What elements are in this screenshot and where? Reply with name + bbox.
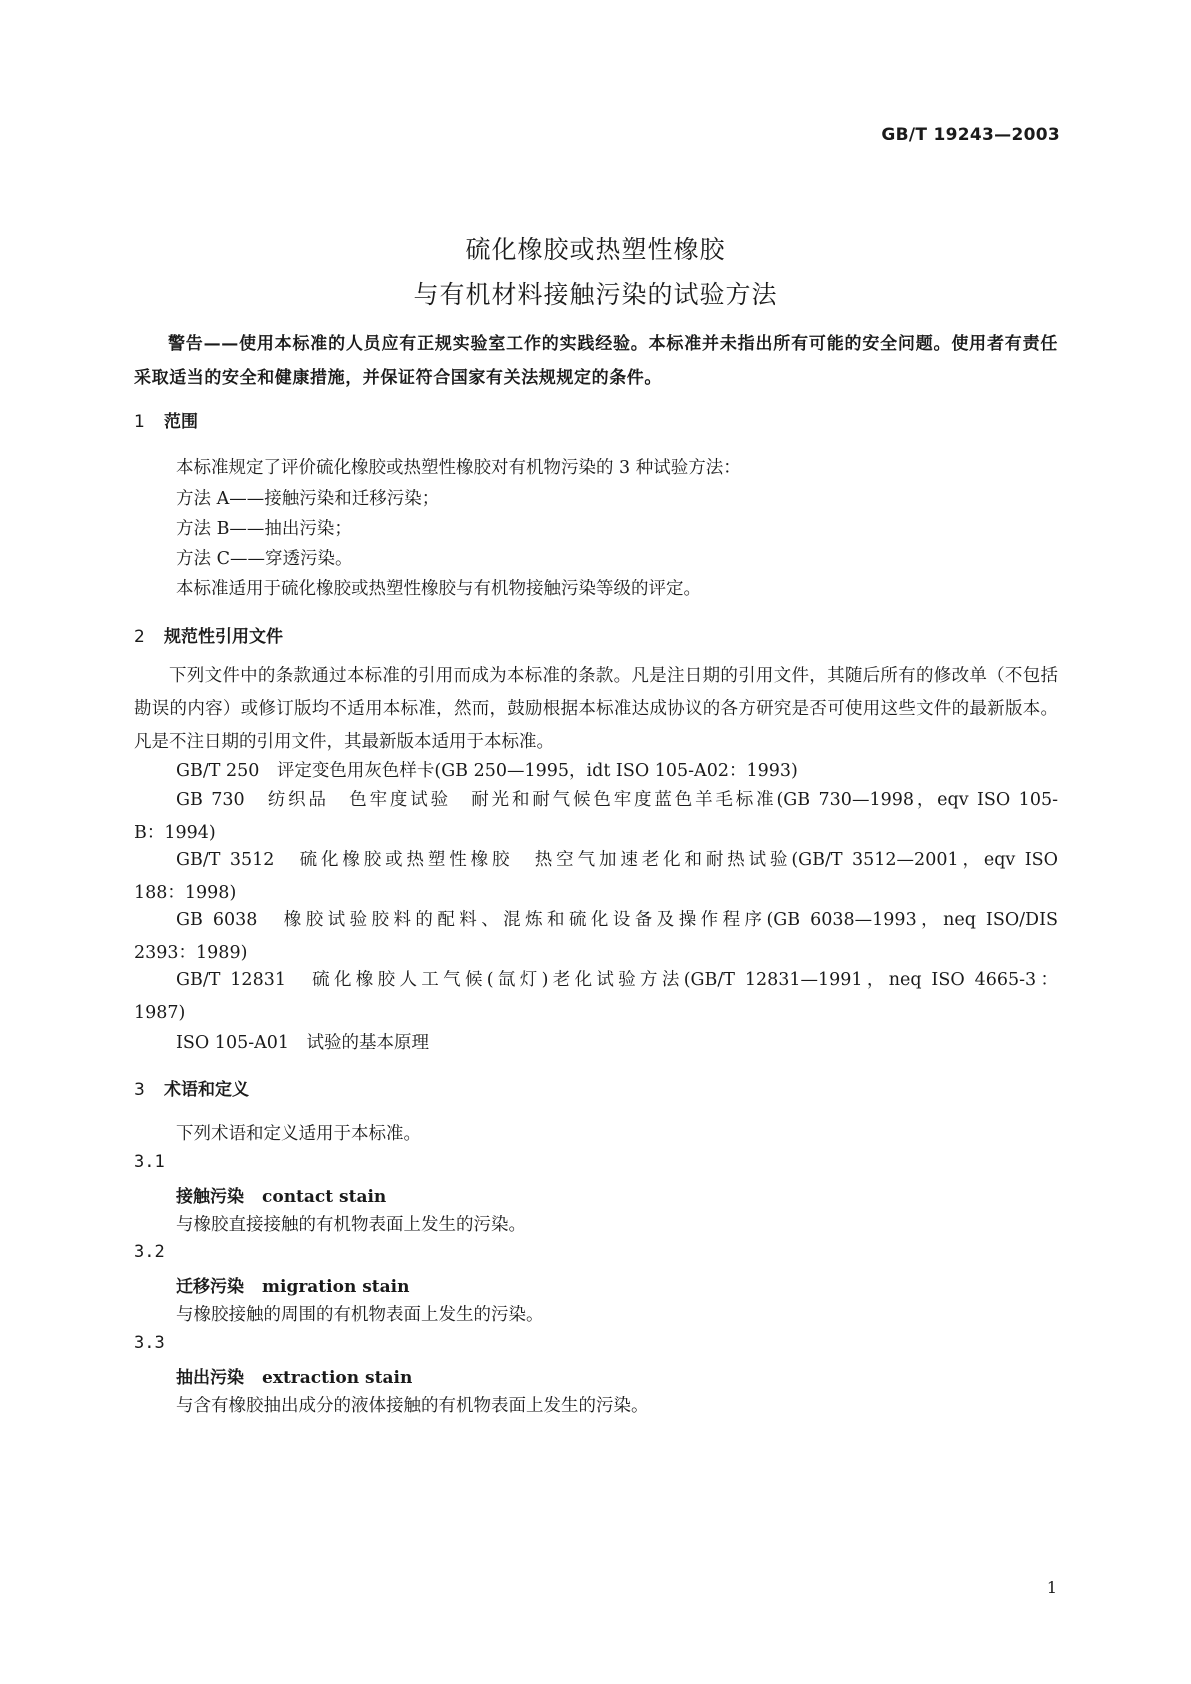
term-number: 3.1 [134,1152,165,1172]
reference-line: 1987) [134,1003,186,1023]
reference-line: 188：1998) [134,883,237,903]
section-title: 范围 [164,412,198,432]
section-number: 3 [134,1080,145,1100]
terms-intro: 下列术语和定义适用于本标准。 [176,1124,421,1144]
reference-line: GB/T 12831 硫化橡胶人工气候(氙灯)老化试验方法(GB/T 12831—1991，neq ISO 4665-3： [176,970,1058,990]
standard-number: GB/T 19243—2003 [881,125,1060,145]
safety-warning: 警告——使用本标准的人员应有正规实验室工作的实践经验。本标准并未指出所有可能的安全问题。使用者有责任采取适当的安全和健康措施，并保证符合国家有关法规规定的条件。 [134,334,1058,388]
reference-line: GB 6038 橡胶试验胶料的配料、混炼和硫化设备及操作程序(GB 6038—1993，neq ISO/DIS [176,910,1058,930]
reference-line: B：1994) [134,823,216,843]
reference-iso-105-a01: ISO 105-A01 试验的基本原理 [176,1033,430,1053]
section-1-heading [134,407,198,432]
term-number: 3.3 [134,1333,165,1353]
reference-line: 2393：1989) [134,943,248,963]
page-number: 1 [1046,1578,1057,1597]
term-zh: 接触污染 [176,1187,244,1207]
reference-line: GB/T 3512 硫化橡胶或热塑性橡胶 热空气加速老化和耐热试验(GB/T 3512—2001，eqv ISO [176,850,1058,870]
reference-gb-6038 [134,904,1058,970]
normative-references-intro: 下列文件中的条款通过本标准的引用而成为本标准的条款。凡是注日期的引用文件，其随后所有的修改单（不包括勘误的内容）或修订版均不适用本标准，然而，鼓励根据本标准达成协议的各方研究是否可使用这些文件的最新版本。凡是不注日期的引用文件，其最新版本适用于本标准。 [134,666,1058,752]
reference-gbt-12831 [134,964,1058,1030]
term-entry [176,1182,386,1207]
section-3-heading [134,1075,249,1100]
reference-line: GB 730 纺织品 色牢度试验 耐光和耐气候色牢度蓝色羊毛标准(GB 730—1998，eqv ISO 105- [176,790,1058,810]
term-entry [176,1272,410,1297]
term-definition: 与橡胶接触的周围的有机物表面上发生的污染。 [176,1305,544,1325]
term-number: 3.2 [134,1242,165,1262]
section-number: 2 [134,627,145,647]
method-b: 方法 B——抽出污染； [176,519,352,539]
document-title-line-2: 与有机材料接触污染的试验方法 [413,280,778,309]
scope-applicability: 本标准适用于硫化橡胶或热塑性橡胶与有机物接触污染等级的评定。 [176,579,701,599]
term-definition: 与含有橡胶抽出成分的液体接触的有机物表面上发生的污染。 [176,1396,649,1416]
term-zh: 抽出污染 [176,1368,244,1388]
section-title: 术语和定义 [164,1080,249,1100]
method-c: 方法 C——穿透污染。 [176,549,353,569]
reference-gbt-250: GB/T 250 评定变色用灰色样卡(GB 250—1995，idt ISO 105-A02：1993) [176,761,798,781]
term-entry [176,1363,412,1388]
section-2-heading [134,622,283,647]
reference-gbt-3512 [134,844,1058,910]
section-title: 规范性引用文件 [164,627,283,647]
term-en: extraction stain [262,1368,413,1388]
method-a: 方法 A——接触污染和迁移污染； [176,489,440,509]
term-en: contact stain [262,1187,387,1207]
reference-gb-730 [134,784,1058,850]
document-title-line-1: 硫化橡胶或热塑性橡胶 [465,235,726,264]
term-en: migration stain [262,1277,410,1297]
term-definition: 与橡胶直接接触的有机物表面上发生的污染。 [176,1215,526,1235]
term-zh: 迁移污染 [176,1277,244,1297]
scope-intro: 本标准规定了评价硫化橡胶或热塑性橡胶对有机物污染的 3 种试验方法： [176,458,741,478]
section-number: 1 [134,412,145,432]
